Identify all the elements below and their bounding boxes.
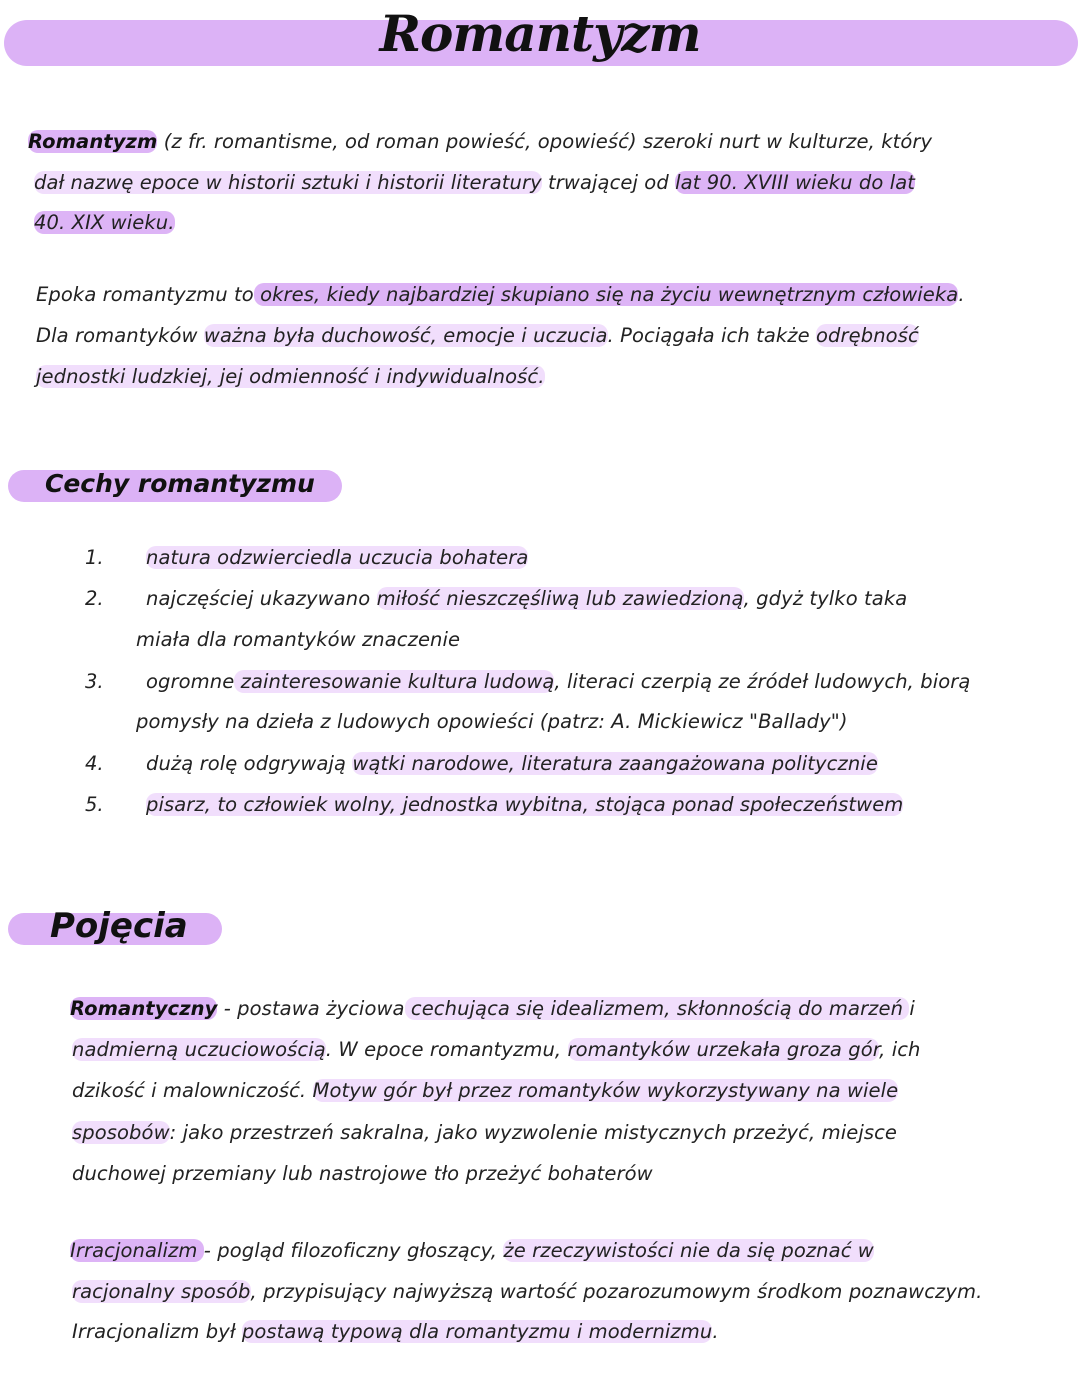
highlighted-text: jednostki ludzkiej, jej odmienność i indywidualność. <box>36 365 545 388</box>
text-segment: najczęściej ukazywano <box>146 587 377 610</box>
text-segment: pomysły na dzieła z ludowych opowieści (patrz: A. Mickiewicz "Ballady") <box>136 710 848 733</box>
feature-item-line <box>146 584 907 614</box>
highlighted-text: racjonalny sposób <box>72 1280 251 1303</box>
highlighted-text: dał nazwę epoce w historii sztuki i historii literatury <box>34 171 542 194</box>
feature-item-line <box>146 543 528 573</box>
concept-definition-line <box>72 1277 982 1307</box>
text-segment: miała dla romantyków znaczenie <box>136 628 461 651</box>
concept-definition-line <box>70 1236 874 1266</box>
concept-definition-line <box>72 1317 719 1347</box>
text-segment: , literaci czerpią ze źródeł ludowych, biorą <box>554 670 971 693</box>
concept-definition-line <box>70 994 915 1024</box>
highlighted-text: Irracjonalizm <box>70 1239 204 1262</box>
feature-item-line <box>136 625 460 655</box>
text-segment: duchowej przemiany lub nastrojowe tło przeżyć bohaterów <box>72 1162 653 1185</box>
list-number: 1. <box>85 546 104 569</box>
highlighted-text: miłość nieszczęśliwą lub zawiedzioną <box>376 587 744 610</box>
intro-line <box>34 208 175 238</box>
text-segment: dużą rolę odgrywają <box>146 752 353 775</box>
text-segment: . W epoce romantyzmu, <box>325 1038 568 1061</box>
highlighted-text: nadmierną uczuciowością <box>72 1038 326 1061</box>
text-segment: ogromne <box>146 670 235 693</box>
text-segment: . <box>958 283 965 306</box>
concept-definition-line <box>72 1035 921 1065</box>
list-number: 5. <box>85 793 104 816</box>
epoch-line <box>36 362 545 392</box>
epoch-line <box>36 280 965 310</box>
highlighted-text: sposobów <box>72 1121 170 1144</box>
text-segment: , gdyż tylko taka <box>743 587 908 610</box>
feature-item-line <box>136 707 848 737</box>
feature-item-line <box>146 667 970 697</box>
highlighted-text: odrębność <box>816 324 919 347</box>
concept-definition-line <box>72 1159 653 1189</box>
text-segment: Dla romantyków <box>36 324 204 347</box>
concept-definition-line <box>72 1076 898 1106</box>
list-number: 4. <box>85 752 104 775</box>
text-segment: , ich <box>879 1038 921 1061</box>
highlighted-text: pisarz, to człowiek wolny, jednostka wybitna, stojąca ponad społeczeństwem <box>146 793 904 816</box>
highlighted-text: Motyw gór był przez romantyków wykorzystywany na wiele <box>312 1079 899 1102</box>
concept-definition-line <box>72 1118 897 1148</box>
intro-line <box>28 127 932 157</box>
highlighted-text: okres, kiedy najbardziej skupiano się na życiu wewnętrznym człowieka <box>253 283 959 306</box>
text-segment: : jako przestrzeń sakralna, jako wyzwolenie mistycznych przeżyć, miejsce <box>169 1121 898 1144</box>
intro-line <box>34 168 915 198</box>
feature-item-line <box>146 749 878 779</box>
feature-item-line <box>146 790 903 820</box>
highlighted-text: wątki narodowe, literatura zaangażowana politycznie <box>352 752 878 775</box>
text-segment: dzikość i malowniczość. <box>72 1079 313 1102</box>
text-segment: - postawa życiowa <box>217 997 405 1020</box>
list-number: 2. <box>85 587 104 610</box>
epoch-line <box>36 321 919 351</box>
text-segment: Irracjonalizm był <box>72 1320 242 1343</box>
list-number: 3. <box>85 670 104 693</box>
highlighted-text: natura odzwierciedla uczucia bohatera <box>146 546 529 569</box>
text-segment: . Pociągała ich także <box>607 324 817 347</box>
text-segment: - pogląd filozoficzny głoszący, <box>203 1239 504 1262</box>
text-segment: Epoka romantyzmu to <box>36 283 254 306</box>
page-title: Romantyzm <box>379 4 701 63</box>
text-segment: . <box>712 1320 719 1343</box>
highlighted-text: romantyków urzekała groza gór <box>567 1038 880 1061</box>
highlighted-text: Romantyzm <box>28 130 158 153</box>
text-segment: i <box>909 997 915 1020</box>
highlighted-text: cechująca się idealizmem, skłonnością do marzeń <box>404 997 910 1020</box>
highlighted-text: 40. XIX wieku. <box>34 211 175 234</box>
concepts-heading: Pojęcia <box>50 906 188 946</box>
highlighted-text: postawą typową dla romantyzmu i modernizmu <box>241 1320 713 1343</box>
text-segment: (z fr. romantisme, od roman powieść, opowieść) szeroki nurt w kulturze, który <box>157 130 933 153</box>
highlighted-text: Romantyczny <box>70 997 218 1020</box>
features-heading: Cechy romantyzmu <box>45 469 315 498</box>
highlighted-text: ważna była duchowość, emocje i uczucia <box>203 324 608 347</box>
text-segment: trwającej od <box>541 171 676 194</box>
highlighted-text: że rzeczywistości nie da się poznać w <box>503 1239 874 1262</box>
text-segment: , przypisujący najwyższą wartość pozarozumowym środkom poznawczym. <box>250 1280 983 1303</box>
highlighted-text: lat 90. XVIII wieku do lat <box>675 171 916 194</box>
highlighted-text: zainteresowanie kultura ludową <box>234 670 555 693</box>
